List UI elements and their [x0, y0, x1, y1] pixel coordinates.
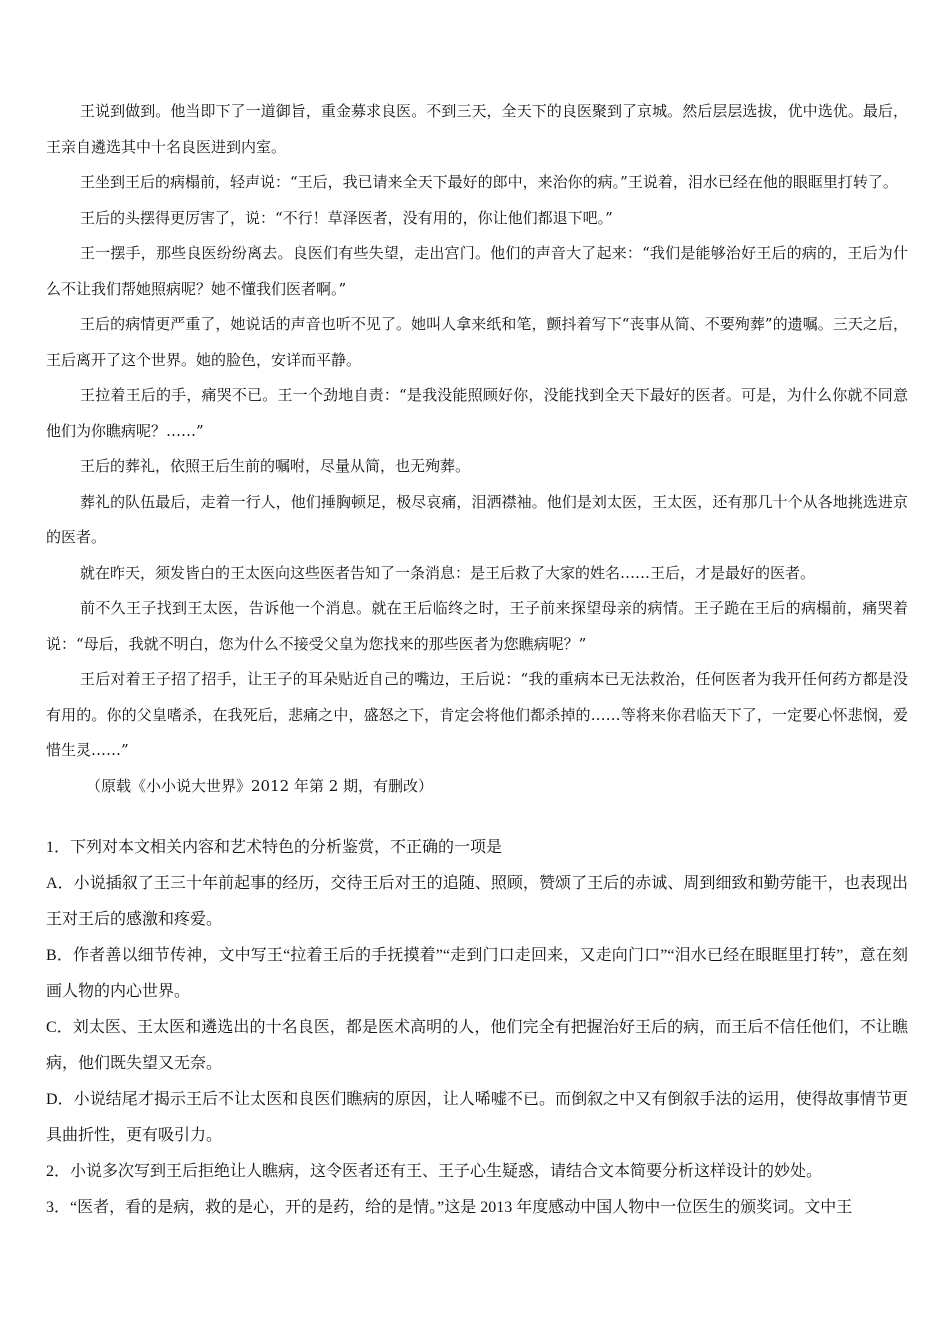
option-a: A．小说插叙了王三十年前起事的经历，交待王后对王的追随、照顾，赞颂了王后的赤诚、周到细致和勤劳能干，也表现出王对王后的感激和疼爱。 [46, 875, 908, 928]
story-paragraph: 葬礼的队伍最后，走着一行人，他们捶胸顿足，极尽哀痛，泪洒襟袖。他们是刘太医，王太医，还有那几十个从各地挑选进京的医者。 [46, 492, 908, 546]
question-2: 2．小说多次写到王后拒绝让人瞧病，这令医者还有王、王子心生疑惑，请结合文本简要分析这样设计的妙处。 [46, 1163, 823, 1180]
source-note: （原载《小小说大世界》2012 年第 2 期，有删改） [86, 776, 434, 795]
story-paragraph: 王后对着王子招了招手，让王子的耳朵贴近自己的嘴边，王后说：“我的重病本已无法救治，任何医者为我开任何药方都是没有用的。你的父皇嗜杀，在我死后，悲痛之中，盛怒之下，肯定会将他们都杀掉的……等将来你君临天下了，一定要心怀悲悯，爱惜生灵……” [46, 670, 908, 759]
question-3: 3．“医者，看的是病，救的是心，开的是药，给的是情。”这是 2013 年度感动中国人物中一位医生的颁奖词。文中王 [46, 1199, 853, 1216]
story-text [46, 94, 908, 804]
story-paragraph: 王拉着王后的手，痛哭不已。王一个劲地自责：“是我没能照顾好你，没能找到全天下最好的医者。可是，为什么你就不同意他们为你瞧病呢？……” [46, 386, 908, 440]
story-paragraph: 就在昨天，须发皆白的王太医向这些医者告知了一条消息：是王后救了大家的姓名……王后，才是最好的医者。 [80, 563, 816, 582]
story-paragraph: 前不久王子找到王太医，告诉他一个消息。就在王后临终之时，王子前来探望母亲的病情。王子跪在王后的病榻前，痛哭着说：“母后，我就不明白，您为什么不接受父皇为您找来的那些医者为您瞧病呢？” [46, 599, 908, 653]
story-paragraph: 王坐到王后的病榻前，轻声说：“王后，我已请来全天下最好的郎中，来治你的病。”王说着，泪水已经在他的眼眶里打转了。 [80, 173, 898, 191]
story-paragraph: 王后的葬礼，依照王后生前的嘱咐，尽量从简，也无殉葬。 [80, 457, 471, 475]
option-d: D．小说结尾才揭示王后不让太医和良医们瞧病的原因，让人唏嘘不已。而倒叙之中又有倒叙手法的运用，使得故事情节更具曲折性，更有吸引力。 [46, 1091, 908, 1144]
option-c: C．刘太医、王太医和遴选出的十名良医，都是医术高明的人，他们完全有把握治好王后的病，而王后不信任他们，不让瞧病，他们既失望又无奈。 [46, 1019, 908, 1072]
question-1: 1．下列对本文相关内容和艺术特色的分析鉴赏，不正确的一项是 [46, 839, 503, 856]
option-b: B．作者善以细节传神，文中写王“拉着王后的手抚摸着”“走到门口走回来，又走向门口”“泪水已经在眼眶里打转”，意在刻画人物的内心世界。 [46, 947, 908, 1000]
questions-section [46, 830, 908, 1226]
story-paragraph: 王说到做到。他当即下了一道御旨，重金募求良医。不到三天，全天下的良医聚到了京城。然后层层选拔，优中选优。最后，王亲自遴选其中十名良医进到内室。 [46, 102, 908, 156]
story-paragraph: 王一摆手，那些良医纷纷离去。良医们有些失望，走出宫门。他们的声音大了起来：“我们是能够治好王后的病的，王后为什么不让我们帮她照病呢？她不懂我们医者啊。” [46, 244, 908, 298]
story-paragraph: 王后的病情更严重了，她说话的声音也听不见了。她叫人拿来纸和笔，颤抖着写下“丧事从简、不要殉葬”的遗嘱。三天之后，王后离开了这个世界。她的脸色，安详而平静。 [46, 315, 908, 369]
story-paragraph: 王后的头摆得更厉害了，说：“不行！草泽医者，没有用的，你让他们都退下吧。” [80, 208, 613, 227]
